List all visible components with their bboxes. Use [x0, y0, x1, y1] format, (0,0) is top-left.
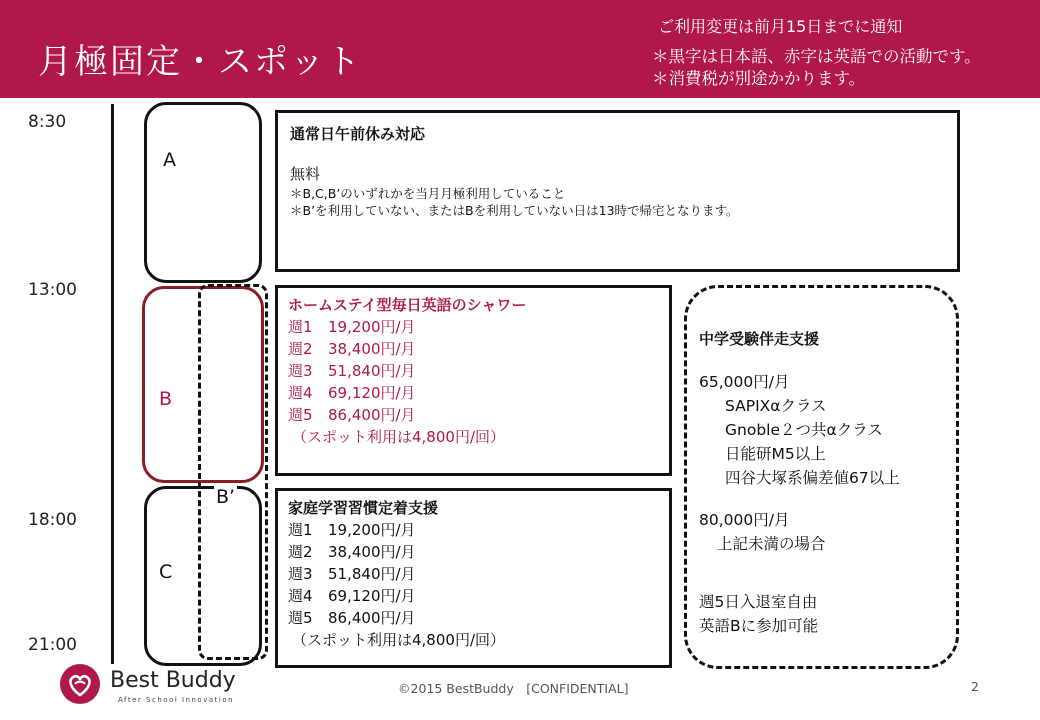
logo-tagline: After School Innovation [118, 696, 235, 704]
study-plan-title: 家庭学習習慣定着支援 [288, 499, 439, 517]
morning-plan-box [275, 110, 960, 272]
header-notes [652, 16, 981, 90]
time-label-1300: 13:00 [28, 280, 77, 300]
slot-c-label: C [159, 561, 173, 583]
list-item: 週1 19,200円/月 [288, 318, 416, 336]
list-item: 週5 86,400円/月 [288, 609, 416, 627]
time-label-1800: 18:00 [28, 510, 77, 530]
notice-change: ご利用変更は前月15日までに通知 [658, 17, 903, 36]
list-item: 週5 86,400円/月 [288, 406, 416, 424]
slot-b-prime [198, 284, 268, 660]
list-item: 週4 69,120円/月 [288, 384, 416, 402]
logo-name: Best Buddy [110, 668, 236, 693]
list-item: 週3 51,840円/月 [288, 362, 416, 380]
exam-condition: 日能研M5以上 [725, 445, 826, 463]
morning-plan-price: 無料 [290, 165, 321, 183]
morning-plan-note-2: ＊B’を利用していない、またはBを利用していない日は13時で帰宅となります。 [290, 203, 739, 218]
english-plan-box [275, 285, 672, 476]
page-number: 2 [971, 679, 979, 694]
english-price-list [288, 316, 659, 426]
study-plan-box [275, 488, 672, 668]
slot-b-label: B [159, 388, 173, 410]
exam-plan-title: 中学受験伴走支援 [699, 330, 820, 348]
page-title: 月極固定・スポット [38, 42, 362, 82]
morning-plan-title: 通常日午前休み対応 [290, 125, 426, 143]
slot-a-label: A [163, 149, 176, 171]
notice-tax: ＊消費税が別途かかります。 [652, 69, 866, 88]
slot-b-prime-label: B’ [216, 486, 236, 508]
list-item: 週3 51,840円/月 [288, 565, 416, 583]
list-item: 週2 38,400円/月 [288, 543, 416, 561]
header-bar [0, 0, 1040, 98]
exam-condition: Gnoble２つ共αクラス [725, 421, 883, 439]
footer-copyright: ©2015 BestBuddy [CONFIDENTIAL] [398, 681, 629, 696]
study-price-list [288, 519, 659, 629]
list-item: 週4 69,120円/月 [288, 587, 416, 605]
exam-price-1: 65,000円/月 [699, 373, 790, 391]
exam-condition-2: 上記未満の場合 [717, 535, 826, 553]
morning-plan-note-1: ＊B,C,B’のいずれかを当月月極利用していること [290, 186, 566, 201]
exam-condition: 四谷大塚系偏差値67以上 [725, 469, 900, 487]
time-label-2100: 21:00 [28, 635, 77, 655]
exam-note-2: 英語Bに参加可能 [699, 617, 819, 635]
exam-plan-box [684, 285, 959, 669]
notice-language: ＊黒字は日本語、赤字は英語での活動です。 [652, 47, 981, 66]
list-item: 週1 19,200円/月 [288, 521, 416, 539]
timeline-axis [111, 104, 114, 664]
study-spot-note: （スポット利用は4,800円/回） [292, 631, 505, 649]
exam-condition: SAPIXαクラス [725, 397, 827, 415]
english-spot-note: （スポット利用は4,800円/回） [292, 428, 505, 446]
slot-a [144, 102, 262, 283]
english-plan-title: ホームステイ型毎日英語のシャワー [288, 296, 527, 314]
list-item: 週2 38,400円/月 [288, 340, 416, 358]
heart-logo-icon [58, 662, 102, 706]
company-logo [58, 660, 258, 710]
exam-price-2: 80,000円/月 [699, 511, 790, 529]
exam-note-1: 週5日入退室自由 [699, 593, 818, 611]
time-label-0830: 8:30 [28, 112, 67, 132]
